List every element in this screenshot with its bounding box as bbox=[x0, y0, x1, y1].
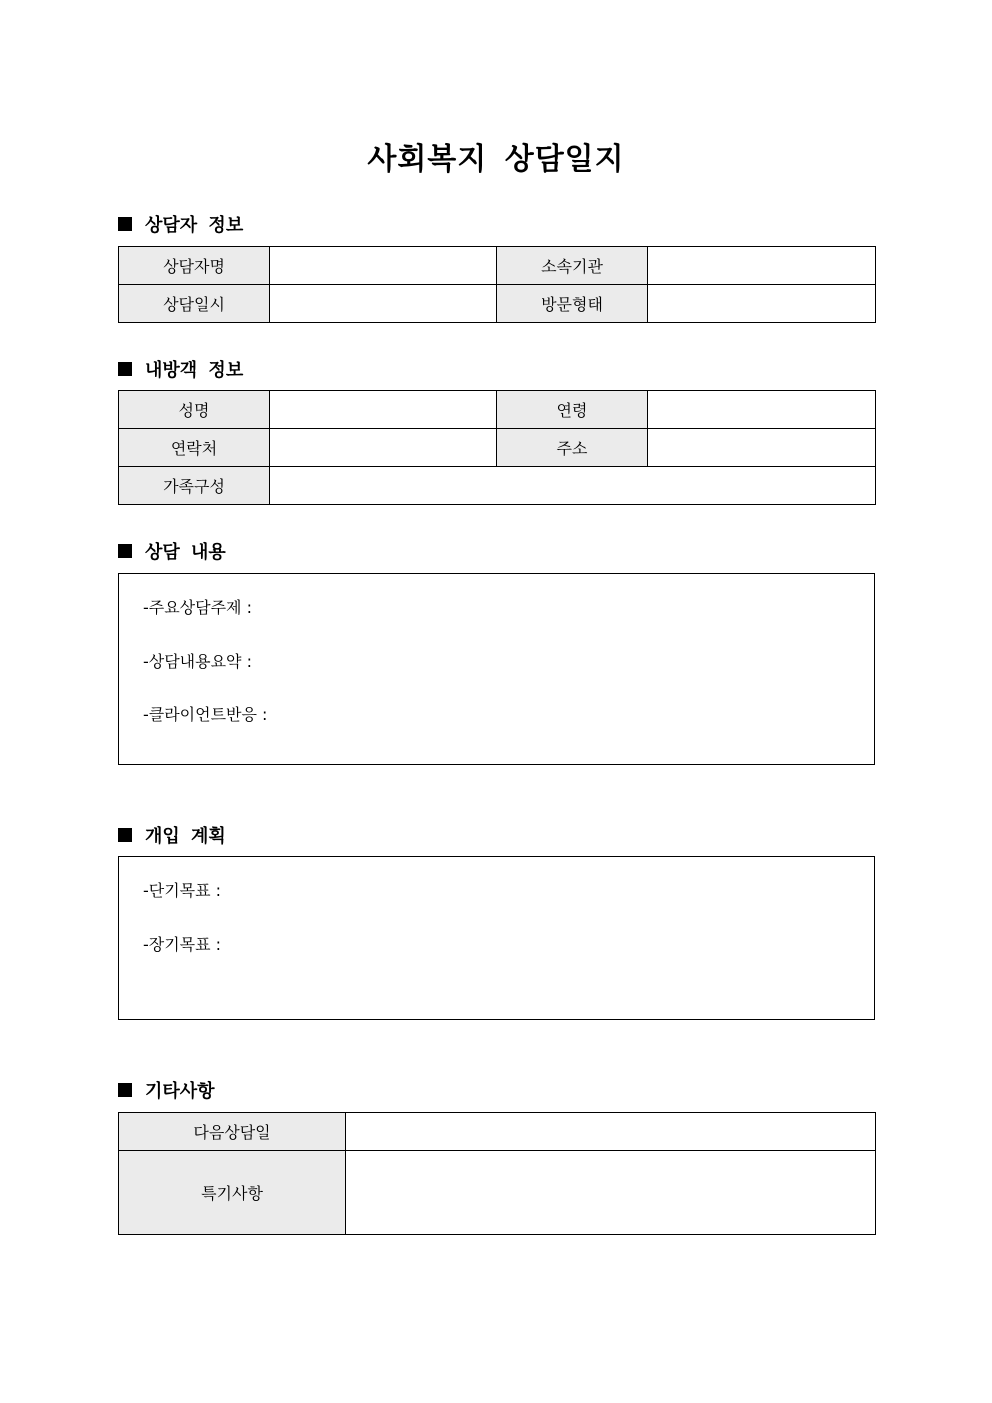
field-special-notes[interactable] bbox=[346, 1151, 876, 1235]
section-heading-content bbox=[118, 539, 226, 563]
table-row bbox=[119, 1151, 876, 1235]
field-family[interactable] bbox=[270, 467, 876, 505]
intervention-plan-box[interactable] bbox=[118, 856, 875, 1020]
square-bullet-icon bbox=[118, 828, 132, 842]
label-affiliation: 소속기관 bbox=[497, 247, 648, 285]
section-heading-other bbox=[118, 1078, 215, 1102]
table-row bbox=[119, 391, 876, 429]
section-heading-client bbox=[118, 357, 243, 381]
label-family: 가족구성 bbox=[119, 467, 270, 505]
field-age[interactable] bbox=[648, 391, 876, 429]
counselor-info-table bbox=[118, 246, 876, 323]
table-row bbox=[119, 247, 876, 285]
plan-line-long-term: -장기목표 : bbox=[143, 935, 222, 954]
label-special-notes: 특기사항 bbox=[119, 1151, 346, 1235]
label-client-name: 성명 bbox=[119, 391, 270, 429]
document-title: 사회복지 상담일지 bbox=[367, 142, 625, 177]
label-next-counsel-date: 다음상담일 bbox=[119, 1113, 346, 1151]
square-bullet-icon bbox=[118, 1083, 132, 1097]
square-bullet-icon bbox=[118, 362, 132, 376]
field-counsel-datetime[interactable] bbox=[270, 285, 497, 323]
other-info-table bbox=[118, 1112, 876, 1235]
counsel-content-box[interactable] bbox=[118, 573, 875, 765]
label-counselor-name: 상담자명 bbox=[119, 247, 270, 285]
square-bullet-icon bbox=[118, 217, 132, 231]
section-heading-content-label: 상담 내용 bbox=[145, 542, 226, 563]
field-visit-type[interactable] bbox=[648, 285, 876, 323]
square-bullet-icon bbox=[118, 544, 132, 558]
client-info-table bbox=[118, 390, 876, 505]
field-client-name[interactable] bbox=[270, 391, 497, 429]
table-row bbox=[119, 285, 876, 323]
section-heading-client-label: 내방객 정보 bbox=[145, 360, 244, 381]
section-heading-intervention bbox=[118, 823, 226, 847]
label-address: 주소 bbox=[497, 429, 648, 467]
field-contact[interactable] bbox=[270, 429, 497, 467]
content-line-reaction: -클라이언트반응 : bbox=[143, 705, 268, 724]
label-age: 연령 bbox=[497, 391, 648, 429]
section-heading-intervention-label: 개입 계획 bbox=[145, 826, 226, 847]
label-contact: 연락처 bbox=[119, 429, 270, 467]
table-row bbox=[119, 429, 876, 467]
content-line-summary: -상담내용요약 : bbox=[143, 652, 252, 671]
field-next-counsel-date[interactable] bbox=[346, 1113, 876, 1151]
content-line-topic: -주요상담주제 : bbox=[143, 598, 252, 617]
table-row bbox=[119, 467, 876, 505]
field-address[interactable] bbox=[648, 429, 876, 467]
section-heading-counselor bbox=[118, 212, 243, 236]
section-heading-counselor-label: 상담자 정보 bbox=[145, 215, 244, 236]
field-affiliation[interactable] bbox=[648, 247, 876, 285]
section-heading-other-label: 기타사항 bbox=[145, 1081, 215, 1102]
label-counsel-datetime: 상담일시 bbox=[119, 285, 270, 323]
label-visit-type: 방문형태 bbox=[497, 285, 648, 323]
table-row bbox=[119, 1113, 876, 1151]
plan-line-short-term: -단기목표 : bbox=[143, 881, 222, 900]
field-counselor-name[interactable] bbox=[270, 247, 497, 285]
